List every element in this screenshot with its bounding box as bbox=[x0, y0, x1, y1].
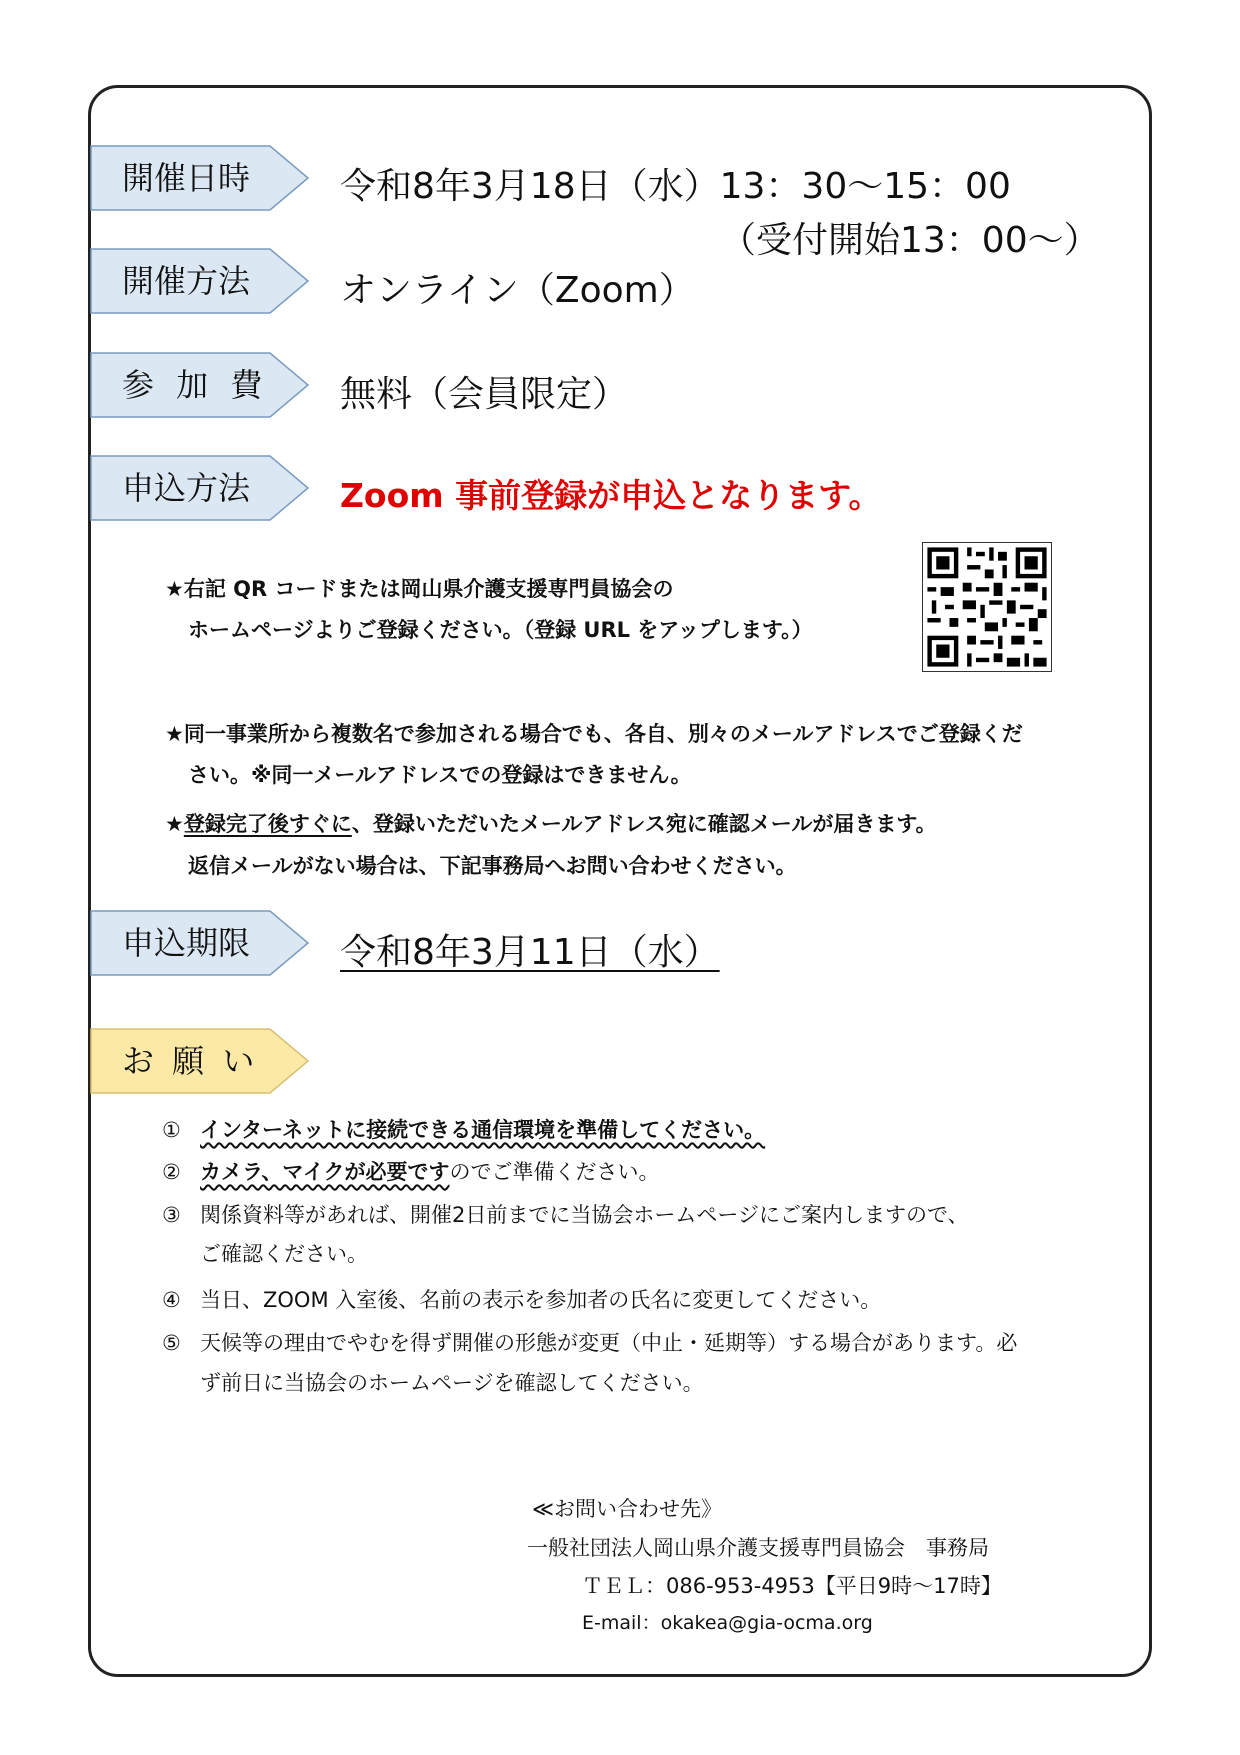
note-confirm-line1 bbox=[165, 808, 937, 838]
request-num: ⑤ bbox=[162, 1331, 181, 1355]
note-confirm-star: ★ bbox=[165, 812, 184, 836]
request-item-5-line2: ず前日に当協会のホームページを確認してください。 bbox=[200, 1371, 704, 1395]
label-date bbox=[90, 145, 310, 211]
label-requests bbox=[90, 1028, 310, 1094]
request-item-5 bbox=[162, 1327, 1017, 1357]
request-text: 当日、ZOOM 入室後、名前の表示を参加者の氏名に変更してください。 bbox=[200, 1288, 882, 1312]
deadline-value: 令和8年3月11日（水） bbox=[340, 932, 720, 973]
label-requests-text: お 願 い bbox=[122, 1042, 259, 1080]
qr-code-pattern bbox=[923, 543, 1051, 671]
note-confirm-underlined: 登録完了後すぐに bbox=[183, 812, 352, 836]
label-deadline bbox=[90, 910, 310, 976]
fee-value: 無料（会員限定） bbox=[340, 374, 629, 415]
qr-code[interactable] bbox=[922, 542, 1052, 672]
request-num: ④ bbox=[162, 1288, 181, 1312]
page-frame bbox=[88, 85, 1152, 1677]
label-application bbox=[90, 455, 310, 521]
label-method bbox=[90, 248, 310, 314]
request-item-1 bbox=[162, 1114, 765, 1144]
request-text: 天候等の理由でやむを得ず開催の形態が変更（中止・延期等）する場合があります。必 bbox=[200, 1331, 1018, 1355]
label-fee-text: 参 加 費 bbox=[122, 366, 269, 404]
label-application-text: 申込方法 bbox=[122, 469, 251, 507]
note-qr-line2: ホームページよりご登録ください。（登録 URL をアップします。） bbox=[188, 618, 813, 642]
request-text-bold: カメラ、マイクが必要です bbox=[200, 1160, 450, 1184]
request-num: ③ bbox=[162, 1203, 181, 1227]
contact-tel: ＴＥＬ：086-953-4953【平日9時～17時】 bbox=[582, 1574, 1002, 1598]
date-value: 令和8年3月18日（水）13：30～15：00 bbox=[340, 166, 1011, 207]
label-method-text: 開催方法 bbox=[122, 262, 251, 300]
note-qr-line1: ★右記 QR コードまたは岡山県介護支援専門員協会の bbox=[165, 577, 674, 601]
request-item-4 bbox=[162, 1284, 881, 1314]
label-deadline-text: 申込期限 bbox=[122, 924, 251, 962]
application-value: Zoom 事前登録が申込となります。 bbox=[340, 476, 882, 515]
note-confirm-line2: 返信メールがない場合は、下記事務局へお問い合わせください。 bbox=[188, 854, 797, 878]
note-confirm-rest: 、登録いただいたメールアドレス宛に確認メールが届きます。 bbox=[351, 812, 937, 836]
request-item-3 bbox=[162, 1199, 969, 1229]
request-item-2 bbox=[162, 1156, 659, 1186]
request-text: のでご準備ください。 bbox=[449, 1160, 660, 1184]
note-multi-line2: さい。※同一メールアドレスでの登録はできません。 bbox=[188, 763, 692, 787]
label-fee bbox=[90, 352, 310, 418]
date-reception: （受付開始13：00～） bbox=[720, 220, 1100, 261]
request-item-3-line2: ご確認ください。 bbox=[200, 1242, 368, 1266]
request-num: ② bbox=[162, 1160, 181, 1184]
contact-org: 一般社団法人岡山県介護支援専門員協会 事務局 bbox=[527, 1536, 989, 1560]
contact-heading: ≪お問い合わせ先》 bbox=[532, 1497, 722, 1521]
request-text: インターネットに接続できる通信環境を準備してください。 bbox=[200, 1118, 766, 1142]
contact-email[interactable]: E-mail：okakea@gia-ocma.org bbox=[582, 1612, 873, 1634]
note-multi-line1: ★同一事業所から複数名で参加される場合でも、各自、別々のメールアドレスでご登録くだ bbox=[165, 722, 1023, 746]
method-value: オンライン（Zoom） bbox=[340, 270, 695, 311]
label-date-text: 開催日時 bbox=[122, 159, 251, 197]
request-num: ① bbox=[162, 1118, 181, 1142]
request-text: 関係資料等があれば、開催2日前までに当協会ホームページにご案内しますので、 bbox=[200, 1203, 969, 1227]
